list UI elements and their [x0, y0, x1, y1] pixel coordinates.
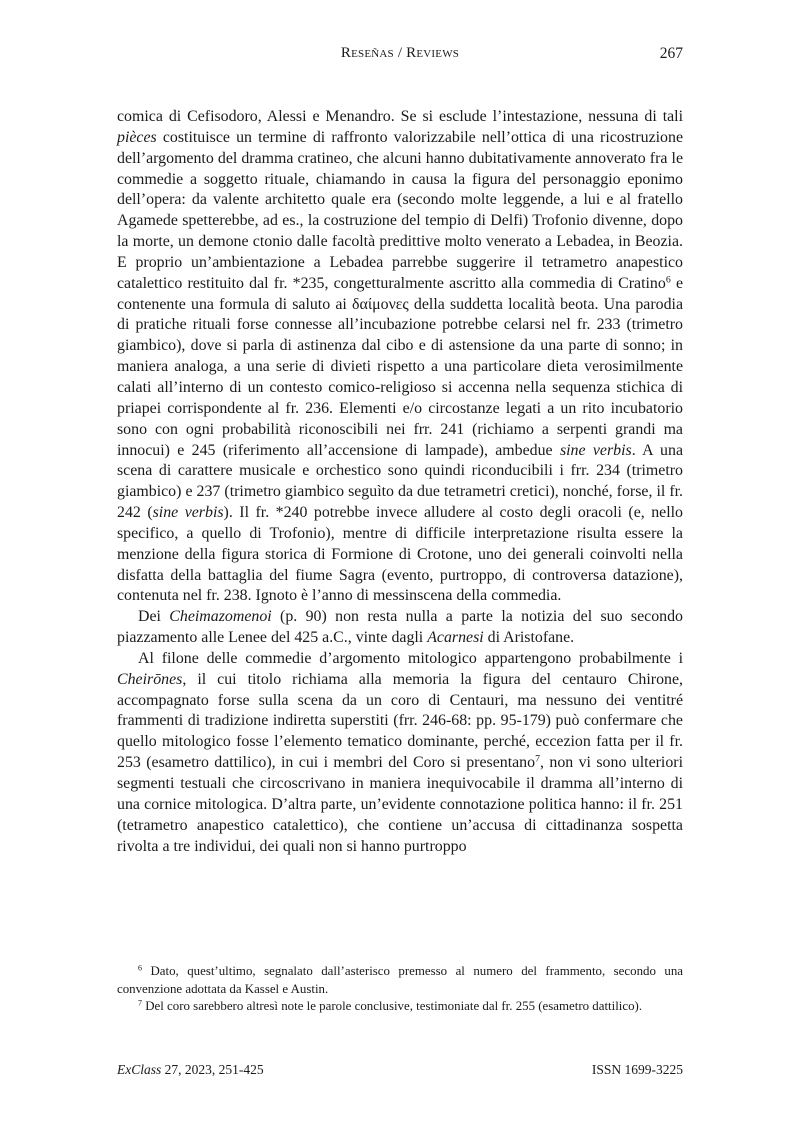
italic-term: sine verbis	[559, 441, 632, 459]
page-header	[117, 45, 683, 67]
italic-title: Cheirōnes	[117, 670, 183, 688]
text-run: . A una scena di carattere musicale e orchestico sono quindi riconducibili i frr. 234 (trimetro giambico) e 237 (trimetro giambico seguìto da due tetrametri cretici), nonché, forse, il fr. 242 (	[117, 441, 683, 522]
paragraph-trophonios	[117, 107, 683, 607]
footnote-ref-6[interactable]: 6	[665, 274, 671, 286]
paragraph-cheimazomenoi	[117, 607, 683, 649]
volume-info: 27, 2023, 251-425	[161, 1062, 264, 1077]
italic-title: Cheimazomenoi	[169, 608, 272, 626]
page-number: 267	[659, 45, 683, 62]
text-run: di Aristofane.	[483, 629, 575, 647]
italic-title: Acarnesi	[427, 629, 484, 647]
footnote-text: Dato, quest’ultimo, segnalato dall’asterisco premesso al numero del frammento, secondo una convenzione adottata da Kassel e Austin.	[117, 964, 683, 996]
footnote-6	[117, 963, 683, 998]
footnote-ref-7[interactable]: 7	[535, 753, 540, 765]
text-run: comica di Cefisodoro, Alessi e Menandro. Se si esclude l’intestazione, nessuna di tali	[117, 108, 683, 125]
footnote-text: Del coro sarebbero altresì note le parole conclusive, testimoniate dal fr. 255 (esametro dattilico).	[142, 999, 643, 1013]
text-run: ). Il fr. *240 potrebbe invece alludere al costo degli oracoli (e, nello specifico, a quello di Trofonio), mentre di difficile interpretazione risulta essere la menzione della figura storica di Formione di Crotone, uno dei generali coinvolti nella disfatta della battaglia del fiume Sagra (evento, purtroppo, di controversa datazione), contenuta nel fr. 238. Ignoto è l’anno di messinscena della commedia.	[117, 504, 684, 605]
footnote-number: 6	[138, 963, 142, 973]
text-run: Dei	[138, 608, 170, 626]
journal-name: ExClass	[117, 1062, 162, 1077]
issn: ISSN 1699-3225	[591, 1062, 683, 1077]
footnote-number: 7	[138, 998, 142, 1008]
body-text	[117, 107, 683, 857]
text-run: costituisce un termine di raffronto valorizzabile nell’ottica di una ricostruzione dell’argomento del dramma cratineo, che alcuni hanno dubitativamente annoverato fra le commedie a soggetto rituale, chiamando in causa la figura del personaggio eponimo dell’opera: da valente architetto quale era (secondo molte leggende, a lui e al fratello Agamede spetterebbe, ad es., la costruzione del tempio di Delfi) Trofonio divenne, dopo la morte, un demone ctonio dalle facoltà predittive molto venerato a Lebadea, in Beozia. E proprio un’ambientazione a Lebadea parrebbe suggerire il tetrametro anapestico catalettico restituito dal fr. *235, congetturalmente ascritto alla commedia di Cratino	[117, 128, 683, 292]
italic-term: sine verbis	[152, 504, 224, 522]
journal-citation	[117, 1062, 264, 1078]
running-head: Reseñas / Reviews	[340, 45, 460, 61]
text-run: e contenente una formula di saluto ai δαίμονες della suddetta località beota. Una parodia di pratiche rituali forse connesse all’incubazione potrebbe celarsi nel fr. 233 (trimetro giambico), dove si parla di astinenza dal cibo e di astensione da una parte di sonno; in maniera analoga, a una serie di divieti rispetto a una particolare dieta verosimilmente calati all’interno di un contesto comico-religioso si accenna nella sequenza stichica di priapei corrispondente al fr. 236. Elementi e/o circostanze legati a un rito incubatorio sono con ogni probabilità riconoscibili nei frr. 241 (richiamo a serpenti grandi ma innocui) e 245 (riferimento all’accensione di lampade), ambedue	[117, 274, 684, 459]
text-run: (p. 90) non resta nulla a parte la notizia del suo secondo piazzamento alle Lenee del 425 a.C., vinte dagli	[117, 608, 683, 647]
footnote-7	[117, 998, 683, 1016]
text-run: , non vi sono ulteriori segmenti testuali che circoscrivano in maniera inequivocabile il dramma all’interno di una cornice mitologica. D’altra parte, un’evidente connotazione politica hanno: il fr. 251 (tetrametro anapestico catalettico), che contiene un’accusa di cittadinanza sospetta rivolta a tre individui, dei quali non si hanno purtroppo	[117, 754, 683, 855]
paragraph-cheirones	[117, 649, 683, 857]
text-run: Al filone delle commedie d’argomento mitologico appartengono probabilmente i	[138, 649, 683, 667]
text-run: , il cui titolo richiama alla memoria la figura del centauro Chirone, accompagnato forse sulla scena da un coro di Centauri, ma nessuno dei ventitré frammenti di tradizione indiretta superstiti (frr. 246-68: pp. 95-179) può confermare che quello mitologico fosse l’elemento tematico dominante, perché, eccezion fatta per il fr. 253 (esametro dattilico), in cui i membri del Coro si presentano	[117, 670, 683, 772]
italic-term: pièces	[117, 128, 157, 146]
footnotes	[117, 963, 683, 1016]
